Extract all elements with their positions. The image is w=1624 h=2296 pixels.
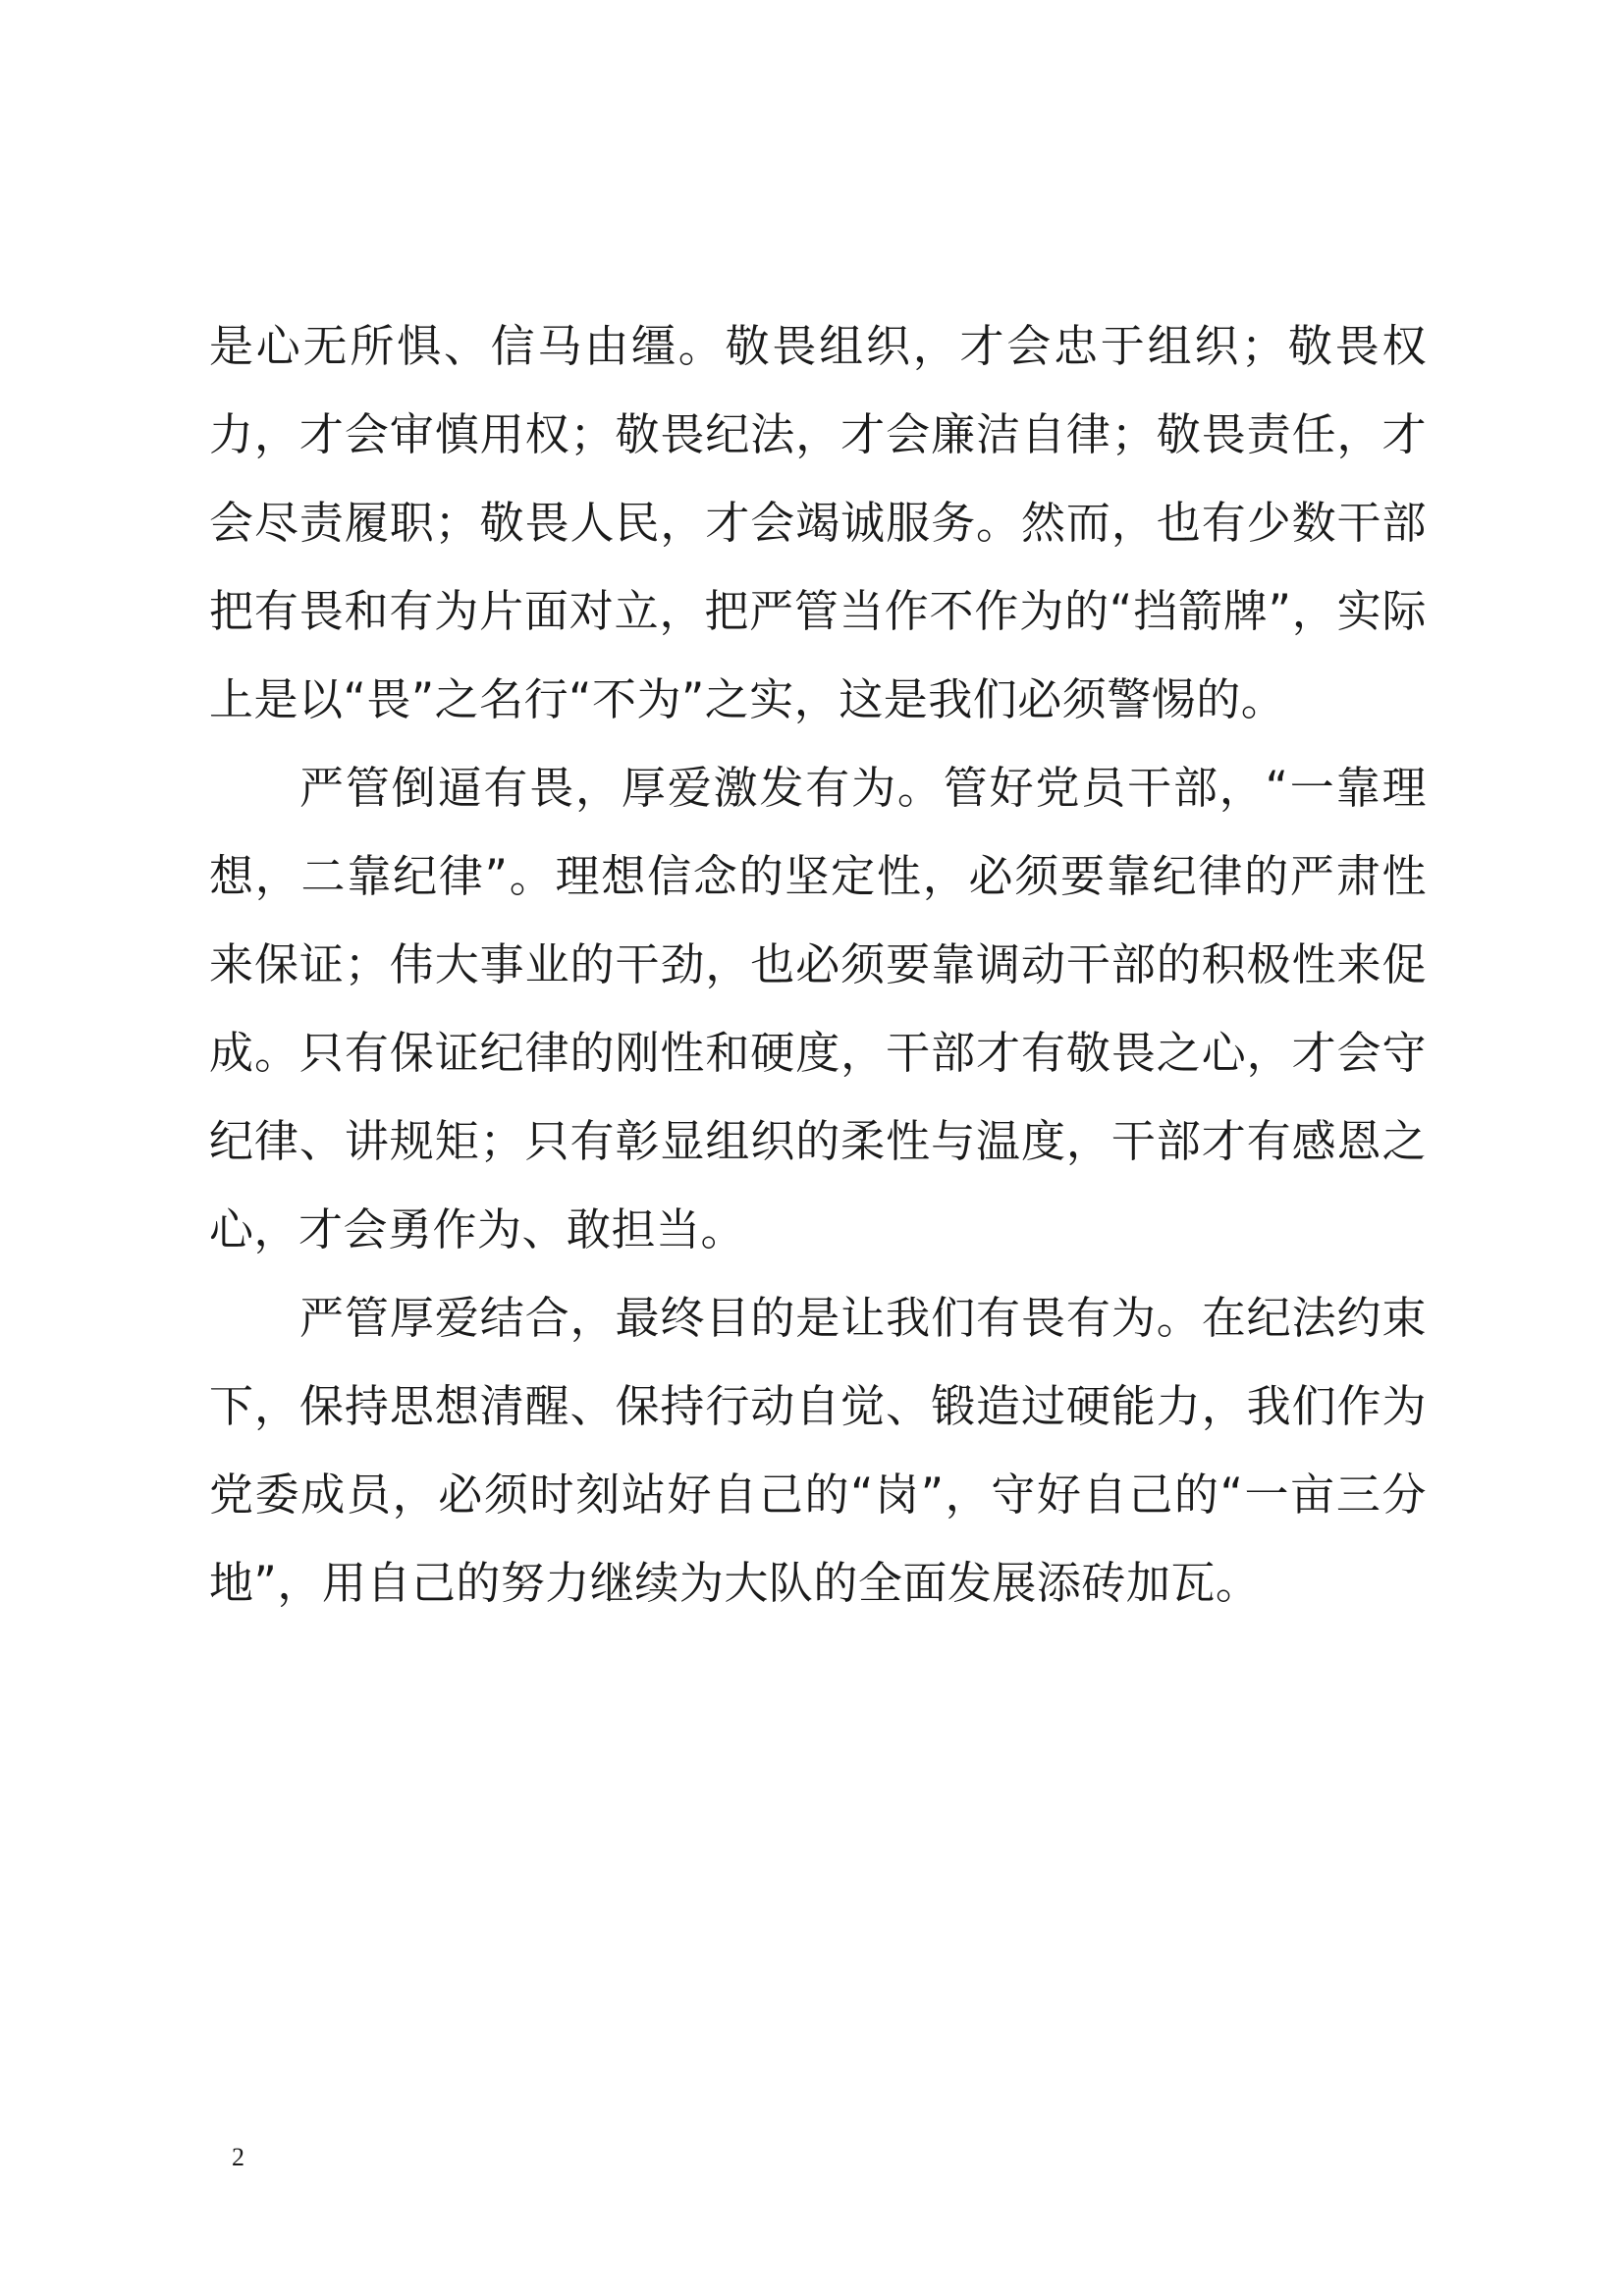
body-text	[209, 302, 1427, 1628]
paragraph-2: 严管倒逼有畏，厚爱激发有为。管好党员干部，“一靠理想，二靠纪律”。理想信念的坚定性，必须要靠纪律的严肃性来保证；伟大事业的干劲，也必须要靠调动干部的积极性来促成。只有保证纪律的刚性和硬度，干部才有敬畏之心，才会守纪律、讲规矩；只有彰显组织的柔性与温度，干部才有感恩之心，才会勇作为、敢担当。	[209, 762, 1427, 1255]
paragraph-1: 是心无所惧、信马由缰。敬畏组织，才会忠于组织；敬畏权力，才会审慎用权；敬畏纪法，才会廉洁自律；敬畏责任，才会尽责履职；敬畏人民，才会竭诚服务。然而，也有少数干部把有畏和有为片面对立，把严管当作不作为的“挡箭牌”，实际上是以“畏”之名行“不为”之实，这是我们必须警惕的。	[209, 320, 1427, 725]
page-number: 2	[232, 2143, 244, 2171]
paragraph-3: 严管厚爱结合，最终目的是让我们有畏有为。在纪法约束下，保持思想清醒、保持行动自觉、锻造过硬能力，我们作为党委成员，必须时刻站好自己的“岗”，守好自己的“一亩三分地”，用自己的努力继续为大队的全面发展添砖加瓦。	[209, 1292, 1427, 1609]
